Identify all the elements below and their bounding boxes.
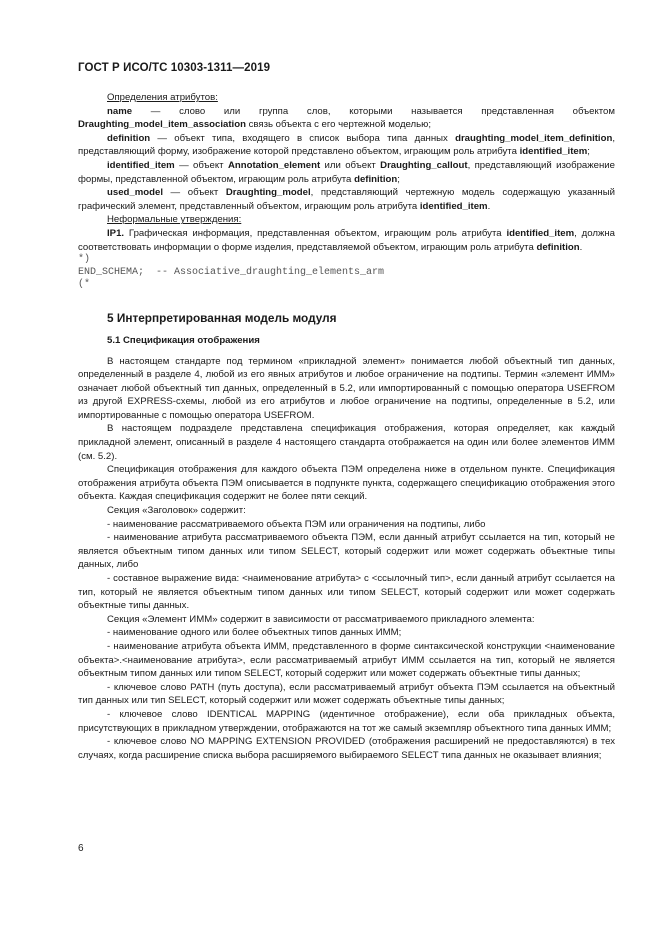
list-item: - составное выражение вида: <наименование атрибута> с <ссылочный тип>, если данный атрибут ссылается на тип, который не является объектным типом данных или типом SELECT, который содержит или может содержать объектные типы данных. bbox=[78, 573, 615, 612]
def-identified-item: identified_item — объект Annotation_element или объект Draughting_callout, представляющий изображение формы, представленной объектом, играющим роль атрибута definition; bbox=[78, 159, 616, 185]
list-item: - ключевое слово NO MAPPING EXTENSION PROVIDED (отображения расширений не предоставляются) в тех случаях, когда расширение списка выбора расширяемого выбираемого SELECT типа данных не оказывает влияния; bbox=[78, 736, 615, 761]
code-line-3: (* bbox=[78, 279, 91, 291]
list-item: - ключевое слово IDENTICAL MAPPING (идентичное отображение), если оба прикладных объекта, присутствующих в прикладном утверждении, отображаются на тот же самый экземпляр объектного типа данных ИММ; bbox=[78, 708, 615, 734]
code-line-1: *) bbox=[78, 254, 91, 266]
paragraph: В настоящем подразделе представлена спецификация отображения, которая определяет, как каждый прикладной элемент, описанный в разделе 4 настоящего стандарта отображается на один или более элементов ИММ (см. 5.2). bbox=[78, 423, 615, 462]
paragraph: Спецификация отображения для каждого объекта ПЭМ определена ниже в отдельном пункте. Спецификация отображения атрибута объекта ПЭМ описывается в подпункте пункта, содержащего спецификацию отображения этого объекта. Каждая спецификация содержит не более пяти секций. bbox=[78, 464, 615, 503]
def-name: name — слово или группа слов, которыми называется представленная объектом Draughting_model_item_association связь объекта с его чертежной моделью; bbox=[78, 105, 615, 131]
informal-propositions-heading: Неформальные утверждения: bbox=[107, 214, 242, 226]
def-used-model: used_model — объект Draughting_model, представляющий чертежную модель содержащую указанный графический элемент, представленный объектом, играющим роль атрибута identified_item. bbox=[78, 187, 615, 212]
paragraph: В настоящем стандарте под термином «прикладной элемент» понимается любой объектный тип данных, определенный в разделе 4, любой из его явных атрибутов и любое ограничение на подтипы. Термин «элемент ИММ» означает любой объектный тип данных, определенный в 5.2, или импортированный с помощью оператора USEFROM из другой EXPRESS-схемы, любой из его атрибутов и любое ограничение на подтипы, определенные в 5.2, или импортированные с помощью оператора USEFROM. bbox=[78, 355, 615, 421]
list-item: - наименование атрибута рассматриваемого объекта ПЭМ, если данный атрибут ссылается на тип, который не является объектным типом данных или типом SELECT, который содержит или может содержать объектные типы данных, либо bbox=[78, 532, 615, 571]
paragraph: Секция «Элемент ИММ» содержит в зависимости от рассматриваемого прикладного элемента: bbox=[107, 613, 535, 625]
section-5-title: 5 Интерпретированная модель модуля bbox=[107, 310, 337, 325]
list-item: - ключевое слово PATH (путь доступа), если рассматриваемый атрибут объекта ПЭМ ссылается на объектный тип данных или тип SELECT, который содержит или может содержать объектные типы данных; bbox=[78, 681, 615, 707]
page-number: 6 bbox=[78, 843, 84, 854]
code-line-2: END_SCHEMA; -- Associative_draughting_elements_arm bbox=[78, 266, 385, 278]
list-item: - наименование одного или более объектных типов данных ИММ; bbox=[107, 627, 402, 639]
page-header: ГОСТ Р ИСО/ТС 10303-1311—2019 bbox=[78, 62, 271, 74]
list-item: - наименование рассматриваемого объекта ПЭМ или ограничения на подтипы, либо bbox=[107, 518, 486, 530]
def-definition: definition — объект типа, входящего в список выбора типа данных draughting_model_item_definition, представляющий форму, изображение которой представлено объектом, играющим роль атрибута identified_item; bbox=[78, 132, 615, 158]
informal-proposition-ip1: IP1. Графическая информация, представленная объектом, играющим роль атрибута identified_item, должна соответствовать информации о форме изделия, представляемой объектом, играющим роль атрибута definition. bbox=[78, 227, 616, 253]
document-body bbox=[78, 91, 615, 762]
paragraph: Секция «Заголовок» содержит: bbox=[107, 505, 246, 517]
list-item: - наименование атрибута объекта ИММ, представленного в форме синтаксической конструкции <наименование объекта>.<наименование атрибута>, если рассматриваемый атрибут ИММ ссылается на тип, который не является объектным типом данных или типом SELECT, который содержит или может содержать объектные типы данных; bbox=[78, 640, 615, 680]
attribute-definitions-heading: Определения атрибутов: bbox=[107, 92, 218, 103]
section-5-1-title: 5.1 Спецификация отображения bbox=[107, 334, 260, 346]
